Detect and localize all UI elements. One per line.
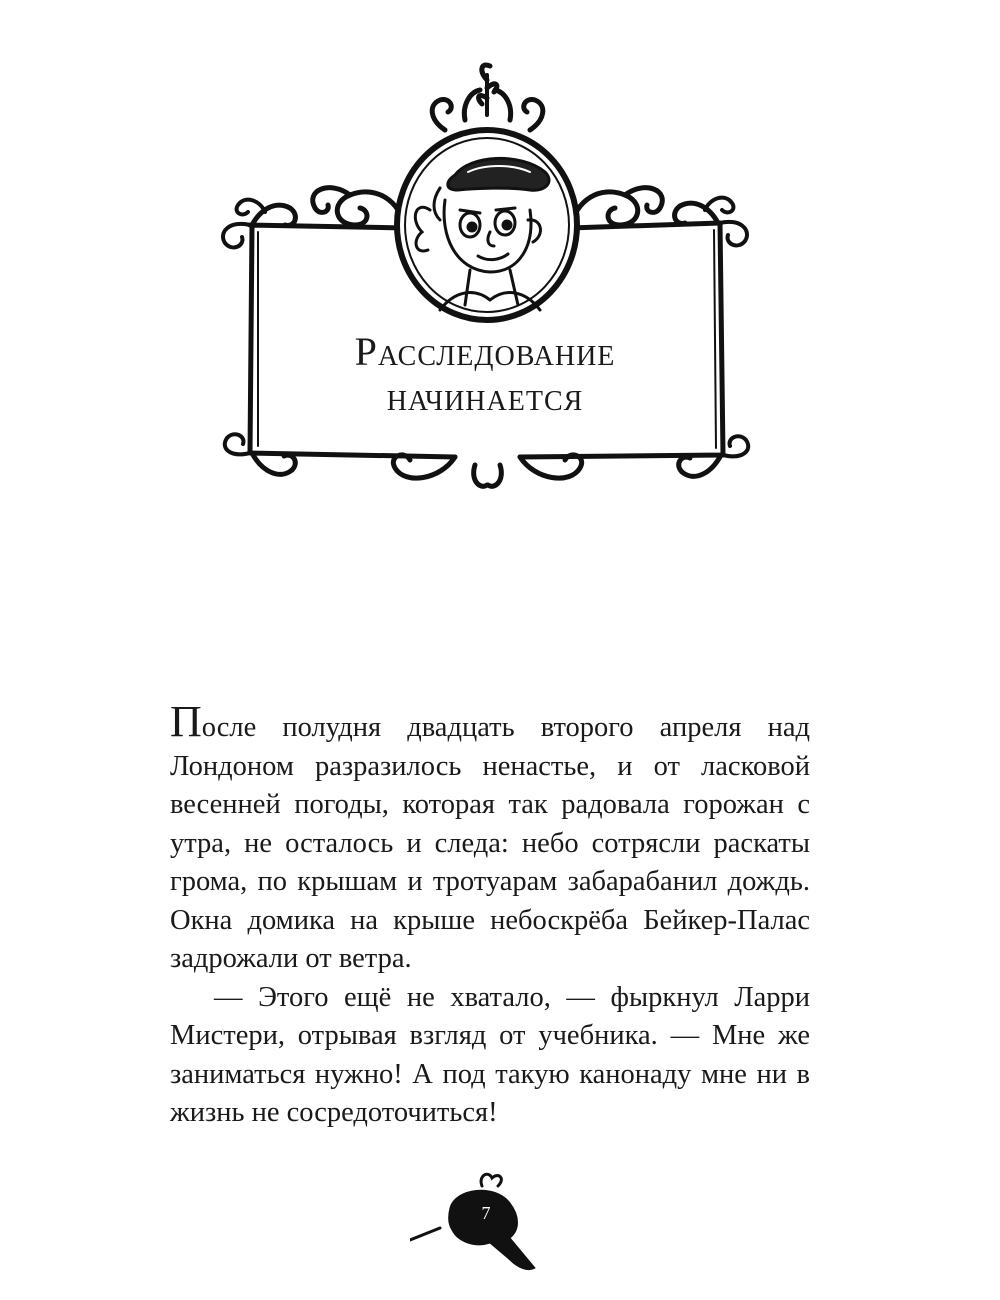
chapter-title-line2: начинается <box>386 373 584 419</box>
chapter-title-line1: Расследование <box>354 329 616 374</box>
paragraph-2: — Этого ещё не хватало, — фыркнул Ларри Мистери, отрывая взгляд от учебника. — Мне же заниматься нужно! А под такую канонаду мне ни в жизнь не сосредоточиться! <box>170 981 810 1128</box>
paragraph-1-text: осле полудня двадцать второго апреля над Лондоном разразилось ненастье, и от ласковой весенней погоды, которая так радовала горожан с утра, не осталось и следа: небо сотрясли раскаты грома, по крышам и тротуарам забарабанил дождь. Окна домика на крыше небоскрёба Бейкер-Палас задрожали от ветра. <box>170 712 810 974</box>
chapter-body-text <box>170 697 810 1133</box>
chapter-title <box>255 330 715 420</box>
chapter-ornament-frame <box>200 60 780 520</box>
drop-cap: П <box>170 697 202 746</box>
page-number: 7 <box>481 1203 491 1223</box>
paragraph-1 <box>170 697 810 979</box>
